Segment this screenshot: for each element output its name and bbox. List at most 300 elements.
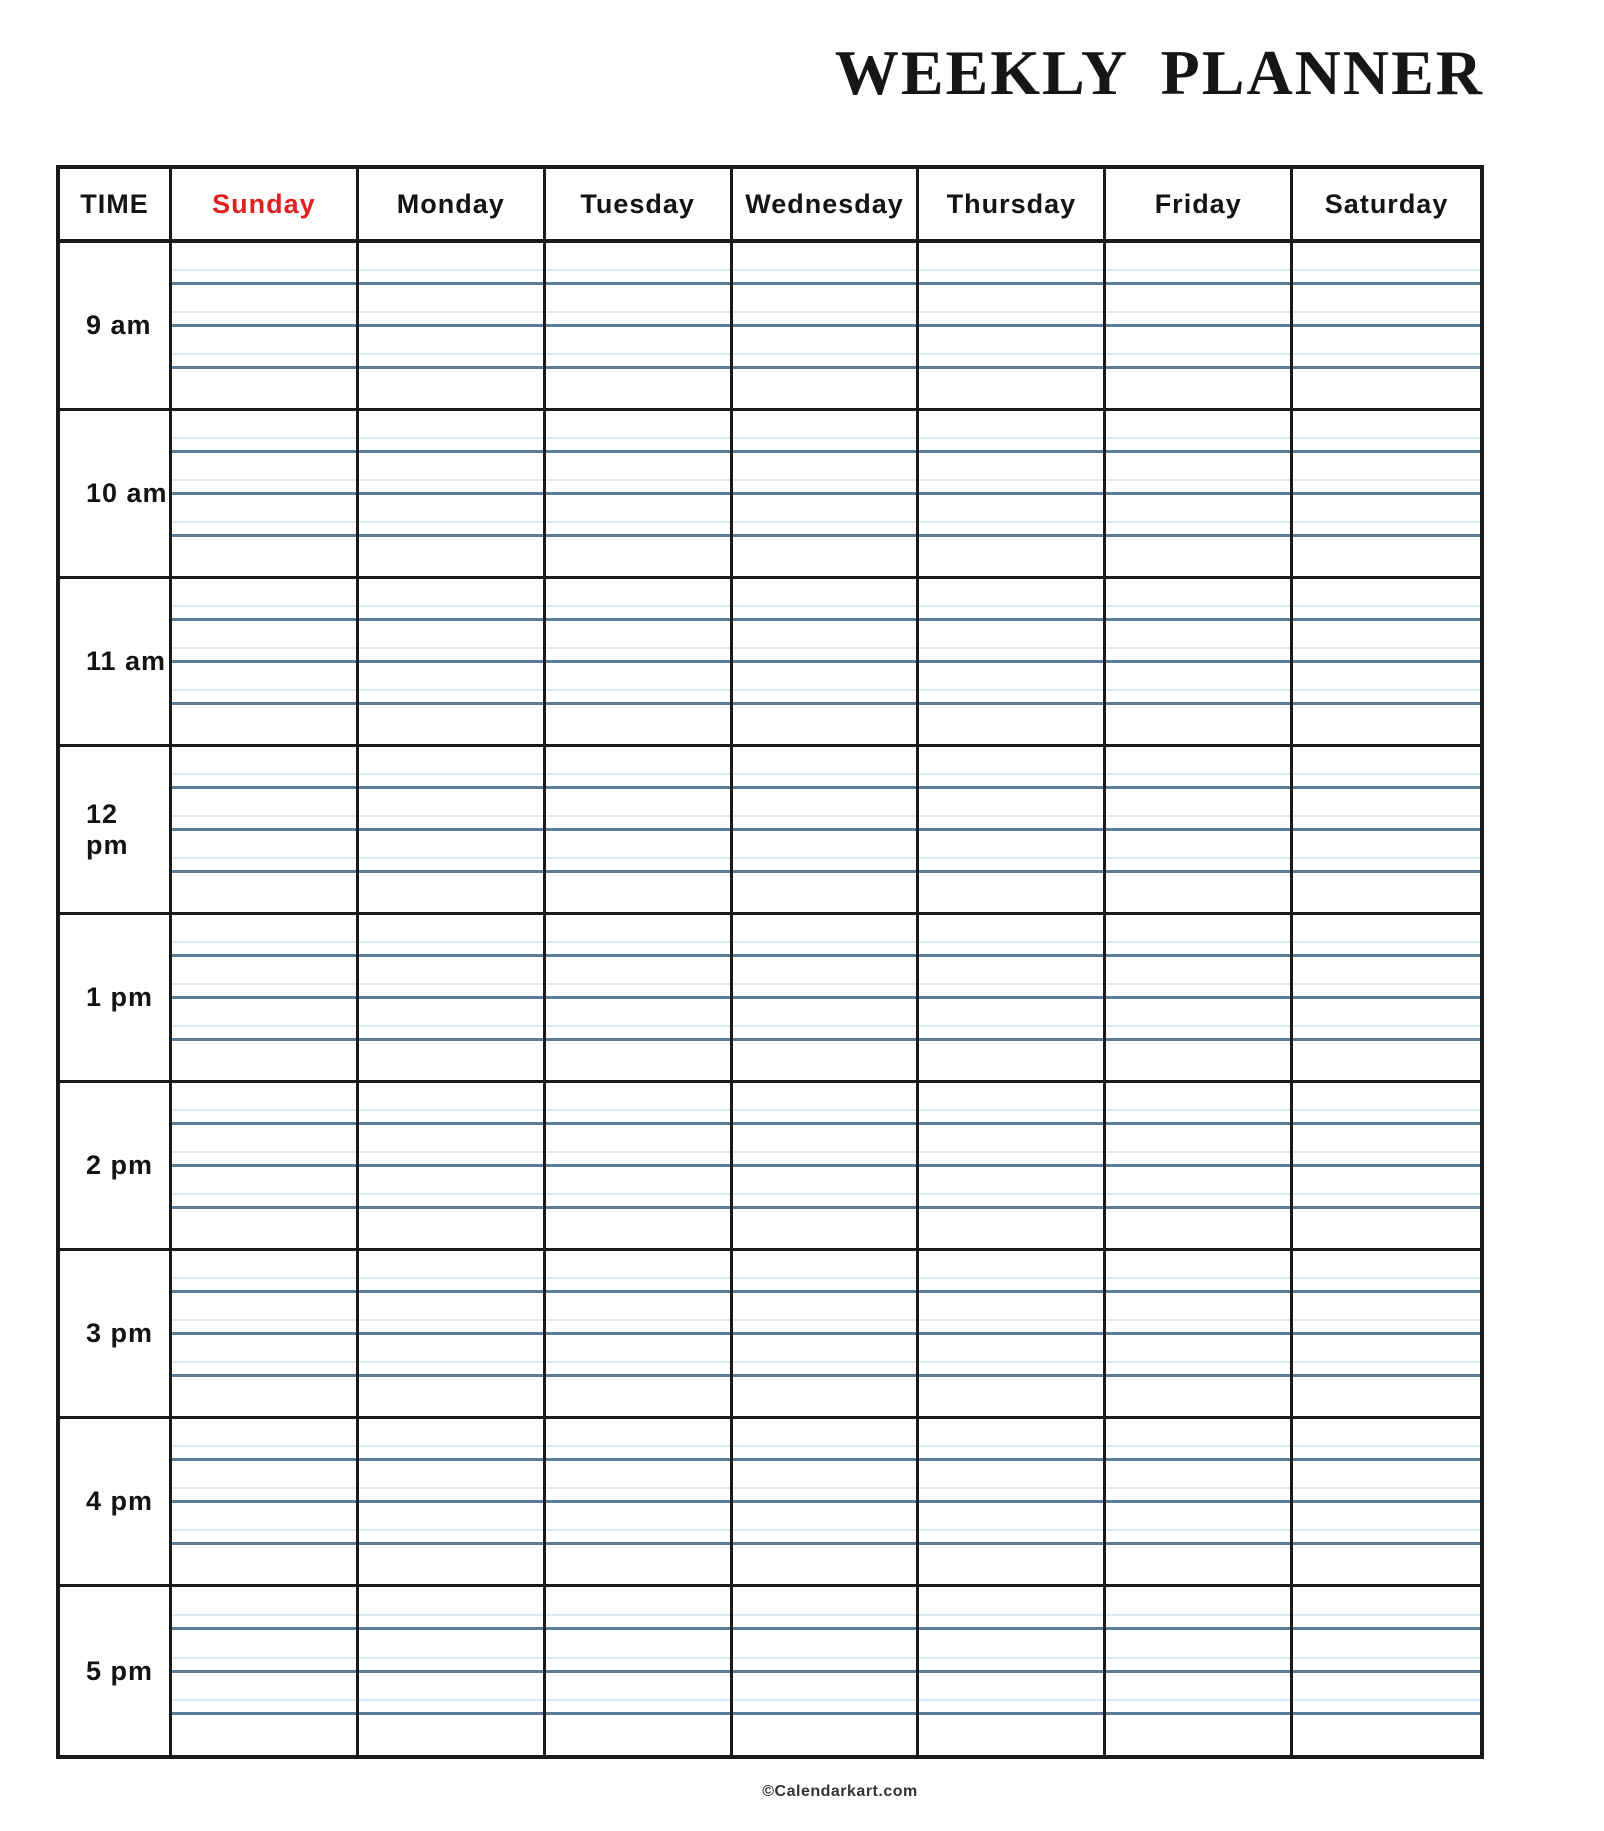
planner-cell-wednesday-2pm[interactable] [733,1083,920,1251]
time-label-3pm: 3 pm [60,1251,172,1419]
planner-cell-thursday-11am[interactable] [919,579,1106,747]
writing-line [919,831,1103,873]
column-header-thursday: Thursday [919,169,1106,243]
writing-space [172,1715,356,1755]
planner-cell-tuesday-5pm[interactable] [546,1587,733,1755]
writing-line [1106,663,1290,705]
writing-space [172,1209,356,1248]
writing-line [919,327,1103,369]
writing-space [359,705,543,744]
writing-line [359,1461,543,1503]
writing-space [733,1377,917,1416]
writing-line [172,411,356,453]
writing-line [1106,453,1290,495]
writing-space [1293,1041,1480,1080]
writing-line [359,663,543,705]
writing-line [172,747,356,789]
planner-cell-monday-2pm[interactable] [359,1083,546,1251]
planner-cell-monday-4pm[interactable] [359,1419,546,1587]
writing-line [733,1419,917,1461]
writing-line [1293,831,1480,873]
writing-line [172,1293,356,1335]
planner-cell-wednesday-9am[interactable] [733,243,920,411]
planner-cell-tuesday-4pm[interactable] [546,1419,733,1587]
planner-cell-thursday-10am[interactable] [919,411,1106,579]
writing-space [359,873,543,912]
writing-line [1293,1125,1480,1167]
planner-cell-friday-12pm[interactable] [1106,747,1293,915]
writing-line [733,1630,917,1673]
planner-cell-friday-3pm[interactable] [1106,1251,1293,1419]
writing-line [172,285,356,327]
writing-space [172,537,356,576]
writing-space [546,1041,730,1080]
writing-line [919,1630,1103,1673]
writing-line [1293,327,1480,369]
writing-space [359,1209,543,1248]
writing-line [172,243,356,285]
writing-line [546,1630,730,1673]
writing-space [733,873,917,912]
writing-line [359,1419,543,1461]
writing-line [172,1673,356,1716]
writing-space [733,1545,917,1584]
planner-cell-saturday-1pm[interactable] [1293,915,1480,1083]
planner-cell-tuesday-1pm[interactable] [546,915,733,1083]
writing-line [733,1167,917,1209]
writing-line [359,831,543,873]
planner-grid [56,165,1484,1759]
writing-line [919,411,1103,453]
writing-line [1293,957,1480,999]
writing-line [919,621,1103,663]
writing-space [172,873,356,912]
planner-cell-sunday-9am[interactable] [172,243,359,411]
writing-space [172,705,356,744]
planner-cell-sunday-3pm[interactable] [172,1251,359,1419]
writing-line [1293,1503,1480,1545]
writing-line [546,1251,730,1293]
writing-line [546,1587,730,1630]
writing-line [919,1503,1103,1545]
writing-space [172,369,356,408]
page-title: WEEKLY PLANNER [834,37,1484,108]
writing-line [546,1503,730,1545]
planner-cell-tuesday-9am[interactable] [546,243,733,411]
writing-line [919,1125,1103,1167]
planner-cell-wednesday-4pm[interactable] [733,1419,920,1587]
planner-cell-thursday-1pm[interactable] [919,915,1106,1083]
writing-line [359,621,543,663]
writing-space [1106,1377,1290,1416]
writing-space [546,537,730,576]
writing-line [733,831,917,873]
writing-line [1106,1587,1290,1630]
writing-line [1106,747,1290,789]
writing-line [1293,579,1480,621]
planner-cell-monday-9am[interactable] [359,243,546,411]
time-label-4pm: 4 pm [60,1419,172,1587]
writing-line [733,1587,917,1630]
planner-cell-saturday-9am[interactable] [1293,243,1480,411]
writing-space [1293,1377,1480,1416]
planner-cell-thursday-4pm[interactable] [919,1419,1106,1587]
writing-line [172,831,356,873]
writing-space [919,873,1103,912]
writing-line [1293,1083,1480,1125]
writing-space [546,1545,730,1584]
planner-cell-wednesday-5pm[interactable] [733,1587,920,1755]
column-header-wednesday: Wednesday [733,169,920,243]
planner-cell-tuesday-2pm[interactable] [546,1083,733,1251]
writing-line [172,495,356,537]
writing-line [919,1251,1103,1293]
writing-line [172,1167,356,1209]
writing-line [172,1419,356,1461]
writing-line [359,747,543,789]
writing-line [172,1125,356,1167]
planner-cell-sunday-5pm[interactable] [172,1587,359,1755]
writing-line [1106,789,1290,831]
planner-cell-tuesday-3pm[interactable] [546,1251,733,1419]
writing-line [919,1335,1103,1377]
writing-line [172,1461,356,1503]
time-label-2pm: 2 pm [60,1083,172,1251]
writing-line [1293,243,1480,285]
writing-line [546,831,730,873]
writing-line [733,495,917,537]
writing-line [546,1419,730,1461]
planner-cell-saturday-5pm[interactable] [1293,1587,1480,1755]
writing-line [546,663,730,705]
writing-line [1293,789,1480,831]
planner-cell-saturday-4pm[interactable] [1293,1419,1480,1587]
writing-line [1293,1630,1480,1673]
writing-line [1106,831,1290,873]
planner-cell-sunday-1pm[interactable] [172,915,359,1083]
column-header-tuesday: Tuesday [546,169,733,243]
writing-line [546,999,730,1041]
writing-line [1293,663,1480,705]
writing-space [1293,705,1480,744]
writing-space [1293,369,1480,408]
writing-line [919,747,1103,789]
writing-line [359,411,543,453]
writing-line [172,1251,356,1293]
column-header-saturday: Saturday [1293,169,1480,243]
planner-cell-saturday-10am[interactable] [1293,411,1480,579]
planner-cell-monday-10am[interactable] [359,411,546,579]
planner-cell-sunday-2pm[interactable] [172,1083,359,1251]
writing-line [546,579,730,621]
time-label-11am: 11 am [60,579,172,747]
writing-line [546,1167,730,1209]
writing-space [546,1377,730,1416]
planner-cell-sunday-12pm[interactable] [172,747,359,915]
writing-line [359,1167,543,1209]
writing-line [359,285,543,327]
writing-line [546,495,730,537]
writing-line [1293,1335,1480,1377]
writing-line [733,747,917,789]
writing-line [1293,621,1480,663]
writing-line [1106,1251,1290,1293]
writing-space [919,1377,1103,1416]
writing-space [359,537,543,576]
planner-cell-saturday-12pm[interactable] [1293,747,1480,915]
writing-line [733,1503,917,1545]
planner-cell-wednesday-10am[interactable] [733,411,920,579]
planner-cell-saturday-11am[interactable] [1293,579,1480,747]
writing-line [172,1503,356,1545]
planner-cell-monday-1pm[interactable] [359,915,546,1083]
writing-line [546,1083,730,1125]
writing-line [359,1673,543,1716]
writing-line [733,915,917,957]
writing-line [546,453,730,495]
writing-line [172,1630,356,1673]
writing-space [1293,1545,1480,1584]
writing-line [1106,957,1290,999]
writing-line [1106,621,1290,663]
writing-line [172,453,356,495]
writing-line [1293,1461,1480,1503]
writing-line [1106,411,1290,453]
writing-line [1106,1083,1290,1125]
writing-line [733,243,917,285]
writing-line [919,789,1103,831]
writing-line [733,453,917,495]
writing-line [919,453,1103,495]
writing-line [172,915,356,957]
planner-cell-monday-11am[interactable] [359,579,546,747]
writing-line [359,579,543,621]
planner-cell-friday-11am[interactable] [1106,579,1293,747]
writing-line [359,1503,543,1545]
planner-cell-sunday-4pm[interactable] [172,1419,359,1587]
writing-line [1106,1630,1290,1673]
writing-line [733,621,917,663]
planner-cell-wednesday-3pm[interactable] [733,1251,920,1419]
writing-line [546,327,730,369]
writing-line [733,1083,917,1125]
time-label-12pm: 12 pm [60,747,172,915]
writing-line [546,411,730,453]
writing-line [1106,495,1290,537]
writing-line [919,495,1103,537]
writing-line [1106,1335,1290,1377]
writing-line [1106,243,1290,285]
writing-line [1293,1251,1480,1293]
planner-cell-thursday-5pm[interactable] [919,1587,1106,1755]
time-label-10am: 10 am [60,411,172,579]
writing-line [919,999,1103,1041]
planner-cell-friday-9am[interactable] [1106,243,1293,411]
writing-line [733,1251,917,1293]
writing-space [172,1545,356,1584]
writing-line [546,1461,730,1503]
writing-line [733,1125,917,1167]
writing-line [1106,1461,1290,1503]
writing-line [1293,747,1480,789]
writing-line [1106,915,1290,957]
writing-line [359,1293,543,1335]
writing-line [1106,327,1290,369]
planner-cell-friday-5pm[interactable] [1106,1587,1293,1755]
writing-space [1106,705,1290,744]
writing-line [546,243,730,285]
writing-line [733,1461,917,1503]
planner-cell-monday-12pm[interactable] [359,747,546,915]
planner-cell-wednesday-12pm[interactable] [733,747,920,915]
writing-line [546,1673,730,1716]
planner-cell-friday-10am[interactable] [1106,411,1293,579]
writing-line [359,1251,543,1293]
writing-space [919,1545,1103,1584]
writing-space [1293,1209,1480,1248]
writing-line [359,999,543,1041]
writing-line [733,285,917,327]
writing-line [546,915,730,957]
writing-line [546,1125,730,1167]
writing-line [1293,1673,1480,1716]
writing-line [1106,999,1290,1041]
column-header-monday: Monday [359,169,546,243]
planner-cell-monday-5pm[interactable] [359,1587,546,1755]
writing-line [733,579,917,621]
writing-line [919,915,1103,957]
writing-line [733,789,917,831]
writing-line [172,579,356,621]
writing-line [1293,999,1480,1041]
writing-space [919,369,1103,408]
writing-line [1106,579,1290,621]
time-label-1pm: 1 pm [60,915,172,1083]
planner-cell-sunday-11am[interactable] [172,579,359,747]
writing-line [919,285,1103,327]
planner-cell-friday-2pm[interactable] [1106,1083,1293,1251]
writing-line [919,243,1103,285]
writing-line [733,663,917,705]
writing-space [1106,1715,1290,1755]
writing-space [919,537,1103,576]
planner-cell-sunday-10am[interactable] [172,411,359,579]
writing-line [546,789,730,831]
planner-cell-thursday-2pm[interactable] [919,1083,1106,1251]
writing-line [733,957,917,999]
writing-line [359,1630,543,1673]
writing-space [1106,1041,1290,1080]
writing-line [546,747,730,789]
writing-line [733,411,917,453]
writing-line [1293,1293,1480,1335]
writing-space [172,1041,356,1080]
writing-space [1106,873,1290,912]
writing-line [1293,915,1480,957]
writing-line [546,1335,730,1377]
planner-cell-friday-1pm[interactable] [1106,915,1293,1083]
writing-line [733,1293,917,1335]
writing-line [546,621,730,663]
writing-space [1106,537,1290,576]
planner-cell-thursday-12pm[interactable] [919,747,1106,915]
planner-cell-saturday-3pm[interactable] [1293,1251,1480,1419]
writing-line [1293,411,1480,453]
planner-cell-monday-3pm[interactable] [359,1251,546,1419]
column-header-sunday: Sunday [172,169,359,243]
writing-line [733,999,917,1041]
writing-line [172,1335,356,1377]
writing-space [546,873,730,912]
planner-cell-tuesday-11am[interactable] [546,579,733,747]
writing-space [733,705,917,744]
writing-line [733,327,917,369]
writing-line [1293,1419,1480,1461]
planner-cell-tuesday-12pm[interactable] [546,747,733,915]
writing-space [1106,369,1290,408]
planner-cell-thursday-9am[interactable] [919,243,1106,411]
writing-line [172,957,356,999]
writing-line [919,1673,1103,1716]
writing-line [1106,1673,1290,1716]
writing-space [733,537,917,576]
writing-line [919,663,1103,705]
writing-space [733,1715,917,1755]
writing-line [359,1335,543,1377]
writing-line [733,1335,917,1377]
writing-line [1293,453,1480,495]
time-label-9am: 9 am [60,243,172,411]
writing-space [546,369,730,408]
writing-line [359,243,543,285]
column-header-time: TIME [60,169,172,243]
writing-space [359,1545,543,1584]
writing-space [1293,873,1480,912]
planner-cell-saturday-2pm[interactable] [1293,1083,1480,1251]
writing-space [546,1209,730,1248]
writing-line [359,1587,543,1630]
planner-cell-tuesday-10am[interactable] [546,411,733,579]
writing-line [919,957,1103,999]
writing-line [1106,1167,1290,1209]
writing-line [919,1293,1103,1335]
writing-line [359,1125,543,1167]
writing-line [546,1293,730,1335]
writing-space [359,369,543,408]
writing-line [546,285,730,327]
writing-line [172,789,356,831]
planner-cell-wednesday-11am[interactable] [733,579,920,747]
writing-space [919,1209,1103,1248]
writing-space [919,705,1103,744]
writing-space [919,1041,1103,1080]
writing-line [546,957,730,999]
writing-line [1293,495,1480,537]
writing-space [546,705,730,744]
writing-space [919,1715,1103,1755]
writing-line [172,999,356,1041]
planner-cell-thursday-3pm[interactable] [919,1251,1106,1419]
writing-line [919,1419,1103,1461]
planner-cell-wednesday-1pm[interactable] [733,915,920,1083]
writing-line [359,915,543,957]
writing-line [359,327,543,369]
planner-cell-friday-4pm[interactable] [1106,1419,1293,1587]
writing-line [359,495,543,537]
writing-space [359,1715,543,1755]
writing-line [1106,1125,1290,1167]
writing-line [919,579,1103,621]
